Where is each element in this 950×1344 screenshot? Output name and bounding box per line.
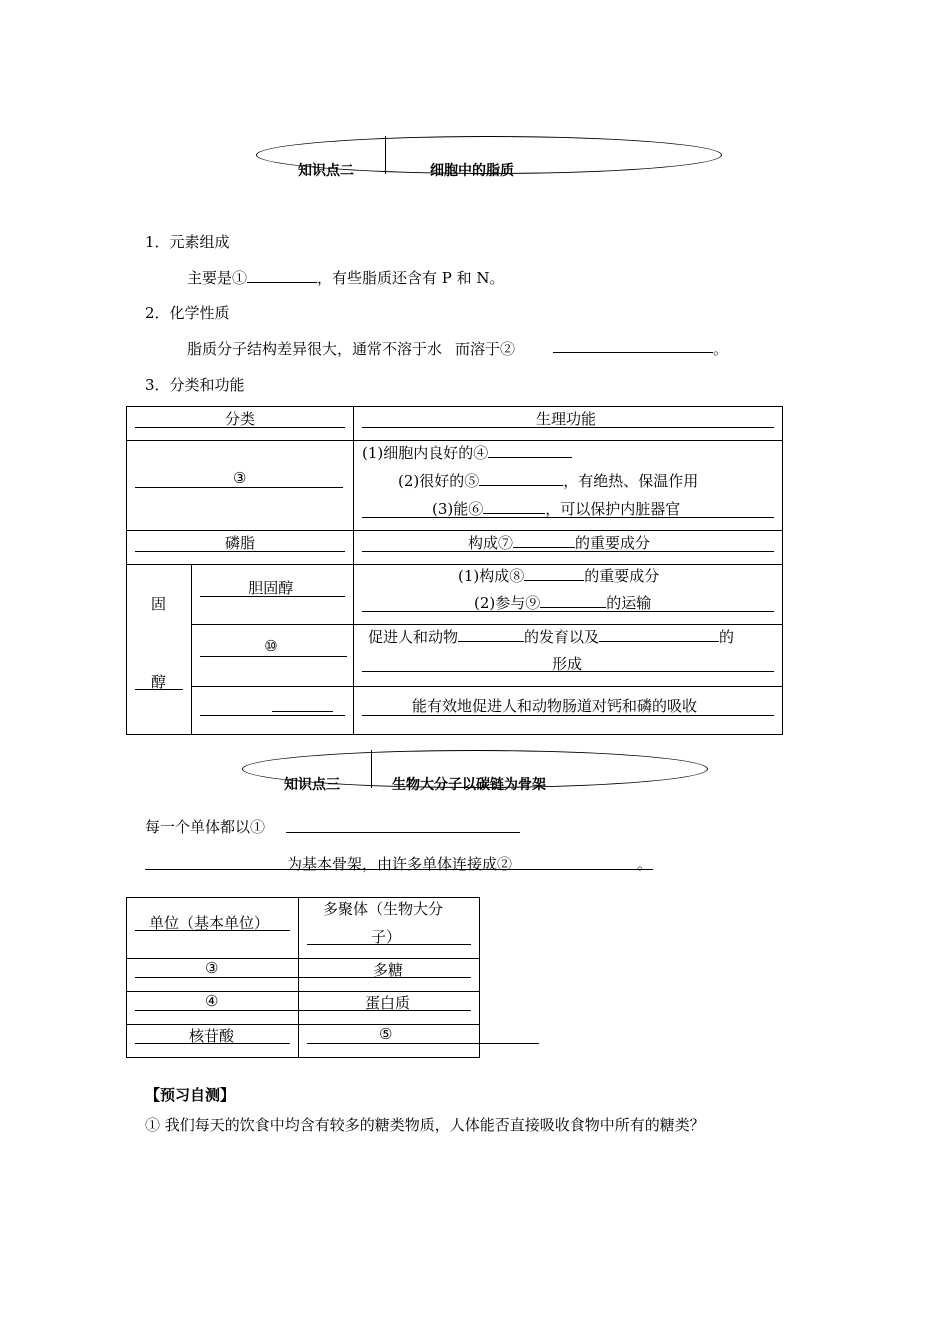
chol-func-2: (2)参与⑨ 的运输 — [474, 594, 652, 612]
cell-head-func — [354, 407, 783, 441]
mono-line-1: 每一个单体都以① — [145, 818, 266, 836]
fat-label: ③ — [233, 469, 247, 487]
section2-text-b: 而溶于② — [455, 340, 516, 358]
cell-r1-unit — [127, 959, 299, 992]
sex-func-1: 促进人和动物 的发育以及 的 — [368, 628, 735, 646]
r2-unit: ④ — [205, 992, 219, 1010]
sex-func-2: 形成 — [552, 655, 583, 673]
cell-sex-func — [354, 625, 783, 687]
cell-r2-unit — [127, 992, 299, 1025]
r2-poly: 蛋白质 — [365, 994, 411, 1012]
kp3-title: 生物大分子以碳链为骨架 — [392, 777, 546, 793]
preview-q1: ① 我们每天的饮食中均含有较多的糖类物质，人体能否直接吸收食物中所有的糖类？ — [145, 1116, 705, 1134]
head-poly-2: 子） — [371, 928, 402, 946]
cell-sex — [192, 625, 354, 687]
sex-label: ⑩ — [264, 637, 278, 655]
cell-fat — [127, 441, 354, 531]
phos-label: 磷脂 — [225, 534, 256, 552]
fat-func-2: (2)很好的⑤ ，有绝热、保温作用 — [398, 472, 699, 490]
cell-vd — [192, 687, 354, 735]
mono-line-2b: 。 — [637, 855, 653, 873]
section2-heading: 2．化学性质 — [145, 304, 230, 322]
head-class: 分类 — [225, 410, 256, 428]
section1-heading: 1．元素组成 — [145, 233, 230, 251]
section2-text-a: 脂质分子结构差异很大，通常不溶于水 — [187, 340, 443, 358]
cell-r1-poly — [299, 959, 480, 992]
r1-unit: ③ — [205, 959, 219, 977]
r3-poly: ⑤ — [379, 1025, 393, 1043]
monomer-table — [126, 897, 480, 1058]
cell-r2-poly — [299, 992, 480, 1025]
head-poly-1: 多聚体（生物大分 — [323, 900, 444, 918]
chol-func-1: (1)构成⑧ 的重要成分 — [458, 567, 660, 585]
blank-2[interactable] — [553, 352, 713, 353]
section1-line — [187, 267, 505, 288]
cell-r3-poly — [299, 1025, 480, 1058]
cell-r3-unit — [127, 1025, 299, 1058]
fat-func-3: (3)能⑥ ，可以保护内脏器官 — [432, 500, 681, 518]
chol-label: 胆固醇 — [248, 579, 294, 597]
r1-poly: 多糖 — [373, 961, 404, 979]
head-unit: 单位（基本单位） — [149, 914, 270, 932]
kp2-title: 细胞中的脂质 — [430, 163, 514, 179]
section3-heading: 3．分类和功能 — [145, 376, 245, 394]
vd-func: 能有效地促进人和动物肠道对钙和磷的吸收 — [412, 697, 698, 715]
phos-func: 构成⑦ 的重要成分 — [468, 534, 651, 552]
cell-head-class — [127, 407, 354, 441]
section2-text-c: 。 — [713, 340, 729, 358]
mono-line-2a: 为基本骨架，由许多单体连接成② — [287, 855, 513, 873]
cell-head-poly — [299, 898, 480, 959]
blank-1[interactable] — [247, 268, 317, 283]
sterol-char-2: 醇 — [151, 673, 167, 691]
section1-text-b: ，有些脂质还含有 P 和 N。 — [317, 269, 505, 287]
kp3-divider — [371, 750, 372, 788]
section1-text-a: 主要是① — [187, 269, 248, 287]
kp2-divider — [385, 136, 386, 174]
head-func: 生理功能 — [536, 410, 597, 428]
cell-chol — [192, 565, 354, 625]
cell-head-unit — [127, 898, 299, 959]
cell-fat-func — [354, 441, 783, 531]
cell-phos — [127, 531, 354, 565]
mono-blank-1[interactable] — [286, 832, 520, 833]
cell-chol-func — [354, 565, 783, 625]
kp2-label: 知识点二 — [298, 163, 354, 179]
r3-unit: 核苷酸 — [189, 1027, 235, 1045]
cell-sterol — [127, 565, 192, 735]
cell-vd-func — [354, 687, 783, 735]
kp3-label: 知识点三 — [284, 777, 340, 793]
preview-heading: 【预习自测】 — [145, 1086, 236, 1104]
sterol-char-1: 固 — [151, 595, 167, 613]
lipid-table — [126, 406, 783, 735]
fat-func-1: (1)细胞内良好的④ — [362, 442, 572, 463]
cell-phos-func — [354, 531, 783, 565]
